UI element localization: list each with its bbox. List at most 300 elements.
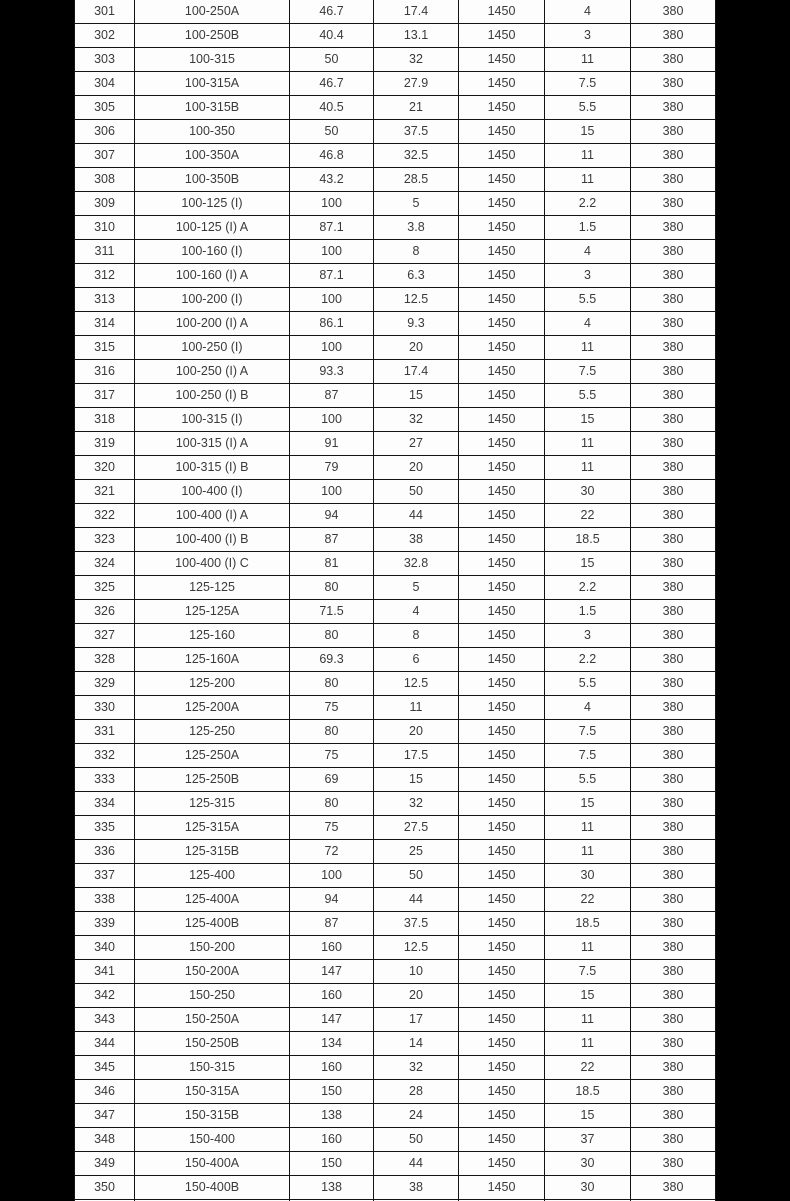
speed-cell: 1450 [459,264,544,287]
speed-cell: 1450 [459,1080,544,1103]
head-cell: 6 [374,648,458,671]
head-cell: 20 [374,720,458,743]
head-cell: 8 [374,240,458,263]
model-cell: 100-125 (I) A [135,216,289,239]
flow-cell: 80 [290,576,373,599]
voltage-cell: 380 [631,312,715,335]
speed-cell: 1450 [459,480,544,503]
speed-cell: 1450 [459,864,544,887]
model-cell: 100-400 (I) B [135,528,289,551]
row-number-cell: 319 [75,432,134,455]
voltage-cell: 380 [631,864,715,887]
flow-cell: 86.1 [290,312,373,335]
power-cell: 15 [545,408,630,431]
speed-cell: 1450 [459,1152,544,1175]
power-cell: 30 [545,480,630,503]
power-cell: 11 [545,936,630,959]
row-number-cell: 346 [75,1080,134,1103]
speed-cell: 1450 [459,312,544,335]
power-cell: 11 [545,1008,630,1031]
speed-cell: 1450 [459,1008,544,1031]
row-number-cell: 329 [75,672,134,695]
speed-cell: 1450 [459,696,544,719]
power-cell: 7.5 [545,744,630,767]
model-cell: 125-200 [135,672,289,695]
power-cell: 11 [545,816,630,839]
voltage-cell: 380 [631,624,715,647]
power-cell: 3 [545,24,630,47]
power-cell: 18.5 [545,528,630,551]
voltage-cell: 380 [631,360,715,383]
speed-cell: 1450 [459,888,544,911]
speed-cell: 1450 [459,1056,544,1079]
row-number-cell: 335 [75,816,134,839]
voltage-cell: 380 [631,744,715,767]
voltage-cell: 380 [631,432,715,455]
flow-cell: 46.8 [290,144,373,167]
row-number-cell: 325 [75,576,134,599]
model-cell: 150-400A [135,1152,289,1175]
power-cell: 11 [545,1032,630,1055]
row-number-cell: 312 [75,264,134,287]
model-cell: 125-250 [135,720,289,743]
row-number-cell: 306 [75,120,134,143]
model-cell: 150-400B [135,1176,289,1199]
speed-cell: 1450 [459,624,544,647]
head-cell: 12.5 [374,288,458,311]
head-cell: 6.3 [374,264,458,287]
row-number-cell: 348 [75,1128,134,1151]
flow-cell: 75 [290,816,373,839]
flow-cell: 87 [290,912,373,935]
speed-cell: 1450 [459,504,544,527]
head-cell: 14 [374,1032,458,1055]
row-number-cell: 350 [75,1176,134,1199]
power-cell: 11 [545,144,630,167]
row-number-cell: 323 [75,528,134,551]
speed-cell: 1450 [459,120,544,143]
voltage-cell: 380 [631,144,715,167]
head-cell: 8 [374,624,458,647]
row-number-cell: 349 [75,1152,134,1175]
flow-cell: 50 [290,120,373,143]
row-number-cell: 339 [75,912,134,935]
voltage-cell: 380 [631,600,715,623]
voltage-cell: 380 [631,192,715,215]
speed-cell: 1450 [459,216,544,239]
row-number-cell: 308 [75,168,134,191]
head-cell: 20 [374,984,458,1007]
speed-cell: 1450 [459,240,544,263]
flow-cell: 87.1 [290,216,373,239]
row-number-cell: 337 [75,864,134,887]
voltage-cell: 380 [631,1104,715,1127]
head-cell: 38 [374,528,458,551]
voltage-cell: 380 [631,792,715,815]
model-cell: 100-315B [135,96,289,119]
voltage-cell: 380 [631,336,715,359]
speed-cell: 1450 [459,144,544,167]
flow-cell: 100 [290,336,373,359]
flow-cell: 147 [290,1008,373,1031]
power-cell: 15 [545,1104,630,1127]
voltage-cell: 380 [631,576,715,599]
voltage-cell: 380 [631,1080,715,1103]
speed-cell: 1450 [459,984,544,1007]
speed-cell: 1450 [459,24,544,47]
voltage-cell: 380 [631,912,715,935]
speed-cell: 1450 [459,936,544,959]
row-number-cell: 316 [75,360,134,383]
flow-cell: 94 [290,888,373,911]
speed-cell: 1450 [459,1104,544,1127]
head-cell: 44 [374,1152,458,1175]
flow-cell: 160 [290,1128,373,1151]
flow-cell: 80 [290,672,373,695]
model-cell: 150-250B [135,1032,289,1055]
model-cell: 125-315B [135,840,289,863]
model-cell: 125-315A [135,816,289,839]
model-cell: 125-250A [135,744,289,767]
power-cell: 7.5 [545,960,630,983]
speed-cell: 1450 [459,192,544,215]
flow-cell: 40.4 [290,24,373,47]
model-cell: 125-400 [135,864,289,887]
speed-cell: 1450 [459,792,544,815]
row-number-cell: 321 [75,480,134,503]
head-cell: 27 [374,432,458,455]
power-cell: 4 [545,0,630,23]
speed-cell: 1450 [459,408,544,431]
speed-cell: 1450 [459,744,544,767]
head-cell: 3.8 [374,216,458,239]
row-number-cell: 333 [75,768,134,791]
model-cell: 125-200A [135,696,289,719]
row-number-cell: 342 [75,984,134,1007]
head-cell: 28.5 [374,168,458,191]
power-cell: 15 [545,120,630,143]
model-cell: 150-315B [135,1104,289,1127]
power-cell: 15 [545,552,630,575]
row-number-cell: 311 [75,240,134,263]
power-cell: 11 [545,432,630,455]
row-number-cell: 314 [75,312,134,335]
voltage-cell: 380 [631,1128,715,1151]
flow-cell: 93.3 [290,360,373,383]
power-cell: 5.5 [545,288,630,311]
model-cell: 150-250A [135,1008,289,1031]
power-cell: 5.5 [545,768,630,791]
voltage-cell: 380 [631,648,715,671]
head-cell: 32.8 [374,552,458,575]
power-cell: 1.5 [545,216,630,239]
power-cell: 11 [545,168,630,191]
flow-cell: 94 [290,504,373,527]
speed-cell: 1450 [459,600,544,623]
voltage-cell: 380 [631,216,715,239]
row-number-cell: 338 [75,888,134,911]
model-cell: 100-400 (I) A [135,504,289,527]
power-cell: 4 [545,312,630,335]
voltage-cell: 380 [631,960,715,983]
speed-cell: 1450 [459,48,544,71]
model-cell: 100-315A [135,72,289,95]
flow-cell: 100 [290,480,373,503]
flow-cell: 75 [290,696,373,719]
voltage-cell: 380 [631,96,715,119]
row-number-cell: 334 [75,792,134,815]
voltage-cell: 380 [631,384,715,407]
head-cell: 24 [374,1104,458,1127]
power-cell: 4 [545,240,630,263]
flow-cell: 46.7 [290,72,373,95]
speed-cell: 1450 [459,672,544,695]
flow-cell: 87 [290,384,373,407]
voltage-cell: 380 [631,504,715,527]
speed-cell: 1450 [459,360,544,383]
row-number-cell: 341 [75,960,134,983]
row-number-cell: 336 [75,840,134,863]
voltage-cell: 380 [631,408,715,431]
head-cell: 44 [374,504,458,527]
speed-cell: 1450 [459,168,544,191]
model-cell: 125-125A [135,600,289,623]
voltage-cell: 380 [631,240,715,263]
model-cell: 100-250 (I) [135,336,289,359]
speed-cell: 1450 [459,528,544,551]
model-cell: 100-315 [135,48,289,71]
speed-cell: 1450 [459,432,544,455]
head-cell: 15 [374,384,458,407]
speed-cell: 1450 [459,1128,544,1151]
power-cell: 2.2 [545,648,630,671]
model-cell: 150-400 [135,1128,289,1151]
model-cell: 100-315 (I) B [135,456,289,479]
head-cell: 13.1 [374,24,458,47]
head-cell: 32 [374,48,458,71]
voltage-cell: 380 [631,24,715,47]
row-number-cell: 332 [75,744,134,767]
flow-cell: 40.5 [290,96,373,119]
voltage-cell: 380 [631,168,715,191]
row-number-cell: 318 [75,408,134,431]
power-cell: 7.5 [545,72,630,95]
flow-cell: 80 [290,792,373,815]
flow-cell: 81 [290,552,373,575]
power-cell: 5.5 [545,672,630,695]
flow-cell: 160 [290,1056,373,1079]
head-cell: 38 [374,1176,458,1199]
model-cell: 100-350B [135,168,289,191]
row-number-cell: 330 [75,696,134,719]
model-cell: 125-315 [135,792,289,815]
head-cell: 12.5 [374,936,458,959]
head-cell: 9.3 [374,312,458,335]
model-cell: 100-350 [135,120,289,143]
power-cell: 18.5 [545,912,630,935]
head-cell: 50 [374,1128,458,1151]
row-number-cell: 317 [75,384,134,407]
speed-cell: 1450 [459,912,544,935]
head-cell: 15 [374,768,458,791]
power-cell: 30 [545,864,630,887]
speed-cell: 1450 [459,816,544,839]
model-cell: 100-160 (I) A [135,264,289,287]
power-cell: 30 [545,1152,630,1175]
voltage-cell: 380 [631,672,715,695]
voltage-cell: 380 [631,1176,715,1199]
head-cell: 20 [374,336,458,359]
model-cell: 150-315A [135,1080,289,1103]
row-number-cell: 327 [75,624,134,647]
head-cell: 32 [374,1056,458,1079]
row-number-cell: 324 [75,552,134,575]
speed-cell: 1450 [459,720,544,743]
power-cell: 2.2 [545,576,630,599]
head-cell: 44 [374,888,458,911]
flow-cell: 138 [290,1104,373,1127]
power-cell: 5.5 [545,384,630,407]
flow-cell: 100 [290,288,373,311]
row-number-cell: 340 [75,936,134,959]
head-cell: 10 [374,960,458,983]
flow-cell: 147 [290,960,373,983]
head-cell: 20 [374,456,458,479]
row-number-cell: 313 [75,288,134,311]
head-cell: 17 [374,1008,458,1031]
power-cell: 37 [545,1128,630,1151]
flow-cell: 138 [290,1176,373,1199]
flow-cell: 91 [290,432,373,455]
voltage-cell: 380 [631,528,715,551]
model-cell: 100-250B [135,24,289,47]
model-cell: 100-400 (I) [135,480,289,503]
flow-cell: 134 [290,1032,373,1055]
head-cell: 17.4 [374,360,458,383]
row-number-cell: 345 [75,1056,134,1079]
flow-cell: 150 [290,1152,373,1175]
head-cell: 5 [374,576,458,599]
flow-cell: 80 [290,624,373,647]
model-cell: 125-160A [135,648,289,671]
flow-cell: 69.3 [290,648,373,671]
flow-cell: 50 [290,48,373,71]
speed-cell: 1450 [459,1176,544,1199]
flow-cell: 72 [290,840,373,863]
head-cell: 32 [374,792,458,815]
voltage-cell: 380 [631,552,715,575]
head-cell: 21 [374,96,458,119]
voltage-cell: 380 [631,72,715,95]
head-cell: 37.5 [374,912,458,935]
voltage-cell: 380 [631,120,715,143]
voltage-cell: 380 [631,840,715,863]
model-cell: 100-200 (I) [135,288,289,311]
head-cell: 32.5 [374,144,458,167]
row-number-cell: 326 [75,600,134,623]
row-number-cell: 328 [75,648,134,671]
power-cell: 3 [545,624,630,647]
model-cell: 100-315 (I) A [135,432,289,455]
flow-cell: 100 [290,192,373,215]
power-cell: 22 [545,504,630,527]
head-cell: 28 [374,1080,458,1103]
row-number-cell: 343 [75,1008,134,1031]
head-cell: 37.5 [374,120,458,143]
speed-cell: 1450 [459,288,544,311]
power-cell: 11 [545,48,630,71]
speed-cell: 1450 [459,552,544,575]
speed-cell: 1450 [459,384,544,407]
speed-cell: 1450 [459,648,544,671]
model-cell: 150-200 [135,936,289,959]
model-cell: 150-200A [135,960,289,983]
voltage-cell: 380 [631,1056,715,1079]
voltage-cell: 380 [631,0,715,23]
head-cell: 27.5 [374,816,458,839]
voltage-cell: 380 [631,888,715,911]
power-cell: 22 [545,888,630,911]
voltage-cell: 380 [631,768,715,791]
head-cell: 4 [374,600,458,623]
flow-cell: 87.1 [290,264,373,287]
power-cell: 30 [545,1176,630,1199]
voltage-cell: 380 [631,696,715,719]
model-cell: 100-250 (I) A [135,360,289,383]
row-number-cell: 309 [75,192,134,215]
power-cell: 22 [545,1056,630,1079]
flow-cell: 69 [290,768,373,791]
model-cell: 125-250B [135,768,289,791]
model-cell: 125-400B [135,912,289,935]
model-cell: 125-400A [135,888,289,911]
speed-cell: 1450 [459,1032,544,1055]
model-cell: 100-250 (I) B [135,384,289,407]
flow-cell: 80 [290,720,373,743]
head-cell: 17.4 [374,0,458,23]
head-cell: 32 [374,408,458,431]
row-number-cell: 304 [75,72,134,95]
speed-cell: 1450 [459,768,544,791]
flow-cell: 160 [290,984,373,1007]
voltage-cell: 380 [631,1152,715,1175]
power-cell: 11 [545,456,630,479]
head-cell: 5 [374,192,458,215]
power-cell: 11 [545,336,630,359]
speed-cell: 1450 [459,0,544,23]
power-cell: 5.5 [545,96,630,119]
voltage-cell: 380 [631,264,715,287]
model-cell: 125-125 [135,576,289,599]
voltage-cell: 380 [631,936,715,959]
flow-cell: 46.7 [290,0,373,23]
head-cell: 50 [374,864,458,887]
flow-cell: 100 [290,408,373,431]
model-cell: 100-125 (I) [135,192,289,215]
power-cell: 3 [545,264,630,287]
power-cell: 7.5 [545,360,630,383]
flow-cell: 100 [290,864,373,887]
head-cell: 25 [374,840,458,863]
head-cell: 11 [374,696,458,719]
row-number-cell: 310 [75,216,134,239]
model-cell: 125-160 [135,624,289,647]
voltage-cell: 380 [631,48,715,71]
speed-cell: 1450 [459,960,544,983]
speed-cell: 1450 [459,456,544,479]
model-cell: 100-250A [135,0,289,23]
row-number-cell: 320 [75,456,134,479]
